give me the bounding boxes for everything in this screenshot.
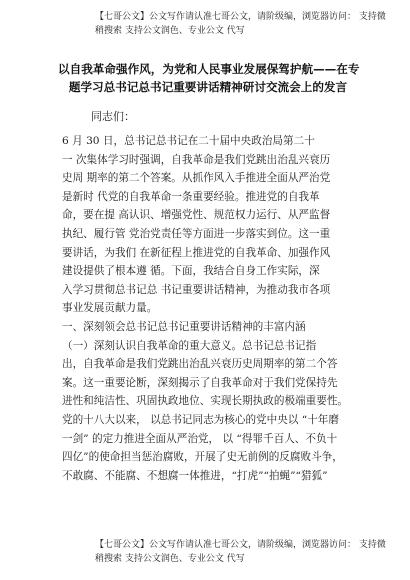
body-line: 出，自我革命是我们党跳出治乱兴衰历史周期率的第二个答	[62, 358, 338, 371]
body-line: 一 次集体学习时强调，自我革命是我们党跳出治乱兴衰历	[62, 153, 331, 166]
footer-note	[95, 538, 385, 566]
header-note-line1: 【七哥公文】公文写作请认准七哥公文，请阶级编，浏览器访问： 支持微	[95, 12, 386, 22]
footer-note-line1: 【七哥公文】公文写作请认准七哥公文，请阶级编，浏览器访问： 支持微	[95, 540, 386, 550]
title-line1: 以自我革命强作风，为党和人民事业发展保驾护航——在专	[58, 62, 360, 76]
body-line: 史周 期率的第二个答案。从抓作风入手推进全面从严治党	[62, 172, 331, 185]
body-line: 事业发展贡献力量。	[62, 302, 158, 315]
salutation: 同志们：	[91, 110, 135, 123]
body-line: 6 月 30 日，总书记总书记在二十届中央政治局第二十	[62, 135, 315, 147]
body-line: 执纪、履行管 党治党责任等方面进一步落实到位。这一重	[62, 227, 331, 240]
body-line: 案。这一重要论断，深刻揭示了自我革命对于我们党保持先	[62, 376, 338, 389]
body-line: 入学习贯彻总书记总 书记重要讲话精神，为推动我市各项	[62, 283, 331, 296]
section-heading: 一、深刻领会总书记总书记重要讲话精神的丰富内涵	[62, 320, 306, 333]
body-text	[62, 132, 362, 485]
body-line: 建设提供了根本遵 循。下面，我结合自身工作实际，深	[62, 265, 320, 278]
body-line: 党的十八大以来， 以总书记同志为核心的党中央以 “十年磨	[62, 413, 339, 426]
body-line: 是新时 代党的自我革命一条重要经验。推进党的自我革	[62, 190, 320, 203]
body-line: 进性和纯洁性、巩固执政地位、实现长期执政的极端重要性。	[62, 395, 349, 408]
body-line: 四亿”的使命担当惩治腐败，开展了史无前例的反腐败斗争，	[62, 451, 343, 464]
body-line: 要讲话，为我们 在新征程上推进党的自我革命、加强作风	[62, 246, 331, 259]
header-note-line2: 稍搜索 支持公文润色、专业公文 代写	[95, 26, 245, 36]
body-line: 不敢腐、不能腐、不想腐一体推进，“打虎”“拍蝇”“猎狐”	[62, 469, 328, 482]
body-line: 一剑” 的定力推进全面从严治党， 以 “得罪千百人、不负十	[62, 432, 338, 445]
body-line: 命，要在提 高认识、增强党性、规范权力运行、从严监督	[62, 209, 331, 222]
body-line: （一）深刻认识自我革命的重大意义。总书记总书记指	[62, 339, 317, 352]
header-note	[95, 10, 385, 38]
footer-note-line2: 稍搜索 支持公文润色、专业公文 代写	[95, 554, 245, 564]
title-line2: 题学习总书记总书记重要讲话精神研讨交流会上的发言	[68, 80, 348, 94]
document-title	[58, 60, 358, 96]
